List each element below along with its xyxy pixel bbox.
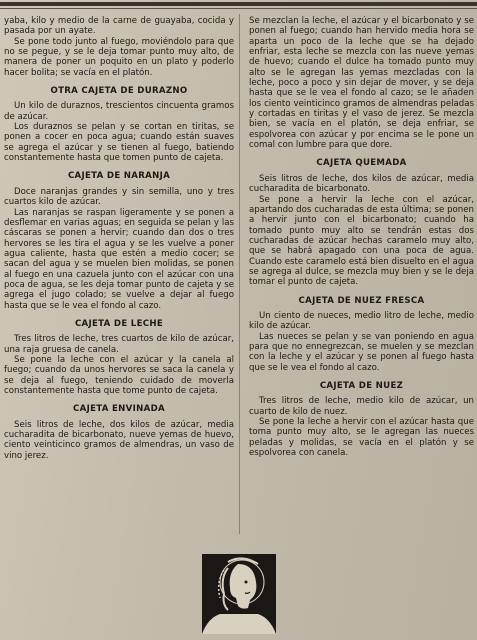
- instructions: Los duraznos se pelan y se cortan en tiritas, se ponen a cocer en poca agua; cuando están suaves se agrega el azúcar y se tienen al fuego, batiendo constantemente hasta que tomen punto de cajeta.: [4, 122, 234, 164]
- right-column: [249, 16, 474, 458]
- instructions: Se pone la leche con el azúcar y la canela al fuego; cuando da unos hervores se saca la canela y se deja al fuego, teniendo cuidado de moverla constantemente hasta que tome punto de cajeta.: [4, 354, 234, 396]
- paragraph: yaba, kilo y medio de la carne de guayaba, cocida y pasada por un ayate.: [4, 16, 234, 37]
- recipe-title: CAJETA QUEMADA: [316, 158, 407, 169]
- instructions: Las nueces se pelan y se van poniendo en agua para que no ennegrezcan, se muelen y se mezclan con la leche y el azúcar y se ponen al fuego hasta que se le vea el fondo al cazo.: [249, 331, 474, 373]
- instructions: Se pone a hervir la leche con el azúcar, apartando dos cucharadas de esta última; se ponen a hervir junto con el bicarbonato; cuando ha tomado punto muy alto se tendrán estas dos cucharadas de azúcar hechas caramelo muy alto, que se habrá apagado con una poca de agua. Cuando este caramelo está bien disuelto en el agua se agrega al dulce, se mezcla muy bien y se le deja tomar el punto de cajeta.: [249, 194, 474, 288]
- ingredients: Tres litros de leche, tres cuartos de kilo de azúcar, una raja gruesa de canela.: [4, 334, 234, 355]
- ingredients: Doce naranjas grandes y sin semilla, uno y tres cuartos kilo de azúcar.: [4, 186, 234, 208]
- column-divider: [239, 14, 240, 534]
- instructions: Las naranjas se raspan ligeramente y se ponen a desflemar en varias aguas; en seguida se pelan y las cáscaras se ponen a hervir; cuando dan dos o tres hervores se les tira el agua y se les vuelve a poner agua caliente, hasta que estén a medio cocer; se sacan del agua y se muelen bien molidas, se ponen al fuego en una cazuela junto con el azúcar con una poca de agua, se les deja tomar punto de cajeta y se agrega el jugo colado; se vuelve a dejar al fuego hasta que se le vea el fondo al cazo.: [4, 207, 234, 311]
- recipe-title: CAJETA DE NUEZ: [319, 381, 404, 391]
- instructions: Se pone la leche a hervir con el azúcar hasta que toma punto muy alto, se le agregan las nueces peladas y molidas, se vacía en el platón y se espolvorea con canela.: [249, 417, 474, 459]
- top-rule: [0, 2, 477, 6]
- recipe-title: CAJETA ENVINADA: [73, 404, 165, 415]
- ingredients: Seis litros de leche, dos kilos de azúcar, media cucharadita de bicarbonato.: [249, 173, 474, 195]
- ingredients: Seis litros de leche, dos kilos de azúcar, media cucharadita de bicarbonato, nueve yemas de huevo, ciento veinticinco gramos de almendras, un vaso de vino jerez.: [4, 419, 234, 461]
- recipe-title: OTRA CAJETA DE DURAZNO: [50, 86, 188, 97]
- ingredients: Un kilo de duraznos, trescientos cincuenta gramos de azúcar.: [4, 101, 234, 122]
- top-rule-thin: [0, 8, 477, 9]
- ingredients: Tres litros de leche, medio kilo de azúcar, un cuarto de kilo de nuez.: [249, 396, 474, 417]
- paragraph: Se mezclan la leche, el azúcar y el bicarbonato y se ponen al fuego; cuando han hervido media hora se aparta un poco de la leche que se ha dejado enfriar, esta leche se mezcla con las nueve yemas de huevo; cuando el dulce ha tomado punto muy alto se le agregan las yemas mezcladas con la leche, poco a poco y sin dejar de mover, y se deja hasta que se le vea el fondo al cazo; se le añaden los ciento veinticinco gramos de almendras peladas y cortadas en tiritas y el vaso de jerez. Se mezcla bien, se vacía en el platón, se deja enfriar, se espolvorea con azúcar y por encima se le pone un comal con lumbre para que dore.: [249, 16, 474, 151]
- recipe-title: CAJETA DE NARANJA: [67, 171, 171, 182]
- left-column: [4, 16, 234, 461]
- recipe-title: CAJETA DE NUEZ FRESCA: [298, 295, 425, 306]
- ingredients: Un ciento de nueces, medio litro de leche, medio kilo de azúcar.: [249, 310, 474, 332]
- paragraph: Se pone todo junto al fuego, moviéndolo para que no se pegue, y se le deja tomar punto muy alto, de manera de poner un poquito en un plato y poderlo hacer bolita; se vacía en el platón.: [4, 36, 234, 78]
- woman-profile-vignette-icon: [198, 548, 280, 636]
- recipe-title: CAJETA DE LECHE: [74, 318, 164, 329]
